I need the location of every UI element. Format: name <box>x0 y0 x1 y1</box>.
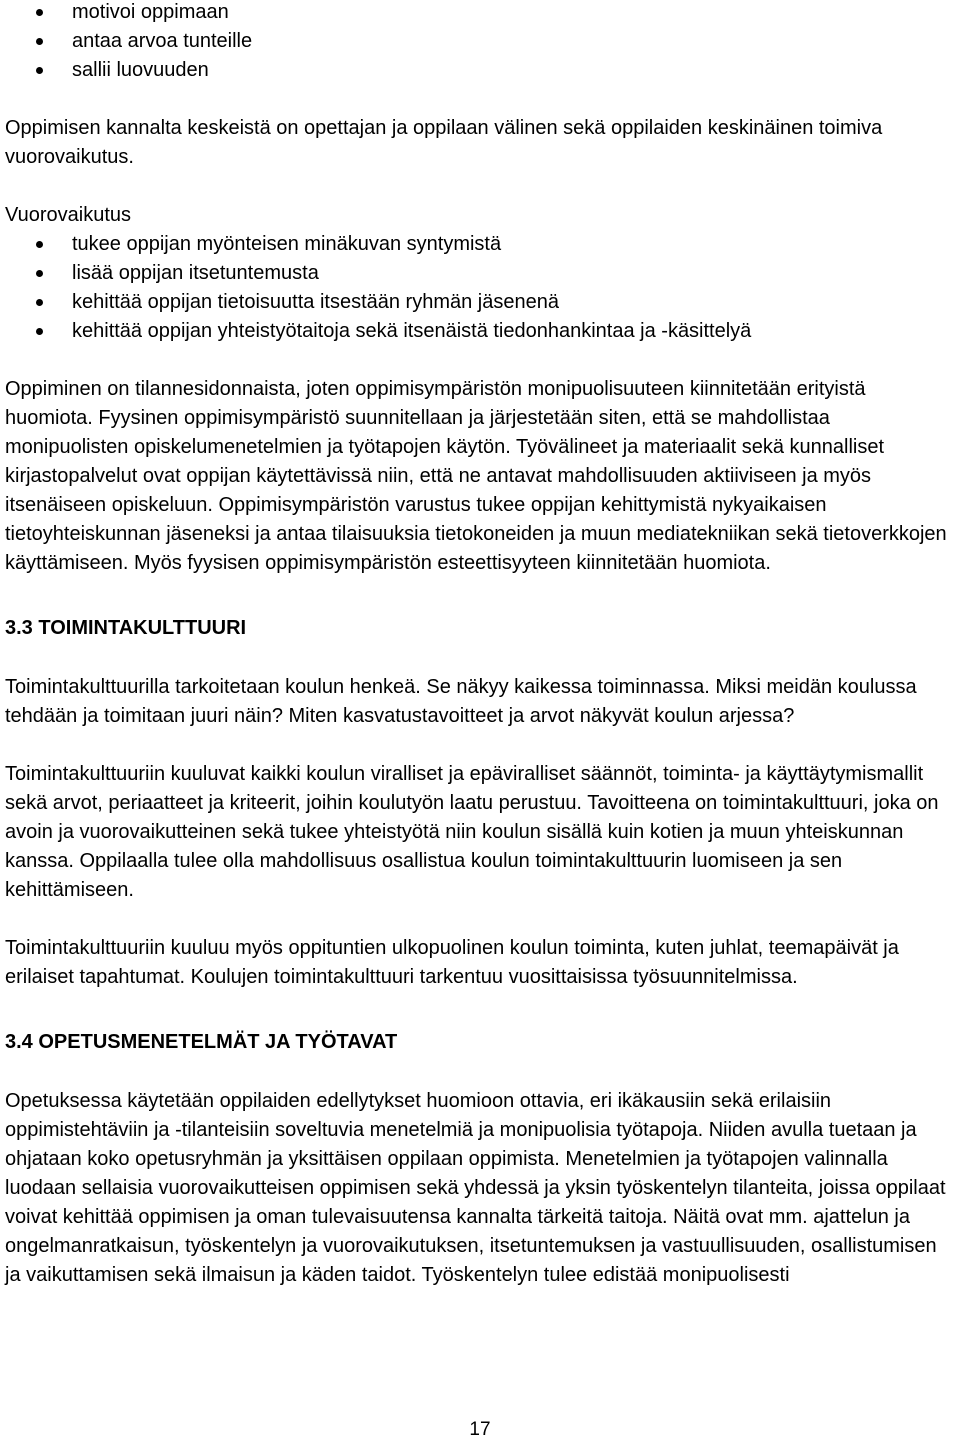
bullet-icon <box>36 270 43 277</box>
paragraph-culture-rules: Toimintakulttuuriin kuuluvat kaikki koulun viralliset ja epäviralliset säännöt, toiminta- ja käyttäytymismallit sekä arvot, periaatteet ja kriteerit, joihin koulutyön laatu perustuu. Tavoitteena on toimintakulttuuri, joka on avoin ja vuorovaikutteinen sekä tukee yhteistyötä niin koulun sisällä kuin kotien ja muun yhteiskunnan kanssa. Oppilaalla tulee olla mahdollisuus osallistua koulun toimintakulttuurin luomiseen ja sen kehittämiseen. <box>5 763 939 901</box>
paragraph-methods: Opetuksessa käytetään oppilaiden edellytykset huomioon ottavia, eri ikäkausiin sekä erilaisiin oppimistehtäviin ja -tilanteisiin soveltuvia menetelmiä ja monipuolisia työtapoja. Niiden avulla tuetaan ja ohjataan koko opetusryhmän ja yksittäisen oppilaan oppimista. Menetelmien ja työtapojen valinnalla luodaan sellaisia vuorovaikutteisen oppimisen sekä yhdessä ja yksin työskentelyn tilanteita, joissa oppilaat voivat kehittää oppimisen ja oman tulevaisuutensa kannalta tärkeitä taitoja. Näitä ovat mm. ajattelun ja ongelmanratkaisun, työskentelyn ja vuorovaikutuksen, itsetuntemuksen ja vastuullisuuden, osallistumisen ja vaikuttamisen sekä ilmaisun ja käden taidot. Työskentelyn tulee edistää monipuolisesti <box>5 1090 946 1286</box>
list-item <box>5 259 955 288</box>
section-heading-3-3: 3.3 TOIMINTAKULTTUURI <box>5 617 247 639</box>
list-item-text: motivoi oppimaan <box>72 1 229 23</box>
bullet-icon <box>36 9 43 16</box>
list-item-text: kehittää oppijan yhteistyötaitoja sekä itsenäistä tiedonhankintaa ja -käsittelyä <box>72 320 752 342</box>
page-number: 17 <box>469 1419 491 1440</box>
bullet-icon <box>36 241 43 248</box>
bullet-list-qualities <box>5 0 955 85</box>
list-item <box>5 56 955 85</box>
list-item <box>5 288 955 317</box>
paragraph-learning-environment: Oppiminen on tilannesidonnaista, joten oppimisympäristön monipuolisuuteen kiinnitetään erityistä huomiota. Fyysinen oppimisympäristö suunnitellaan ja järjestetään siten, että se mahdollistaa monipuolisten opiskelumenetelmien ja työtapojen käytön. Työvälineet ja materiaalit sekä kunnalliset kirjastopalvelut ovat oppijan käytettävissä niin, että ne antavat mahdollisuuden aktiiviseen ja myös itsenäiseen opiskeluun. Oppimisympäristön varustus tukee oppijan kehittymistä nykyaikaisen tietoyhteiskunnan jäseneksi ja antaa tilaisuuksia tietokoneiden ja muun mediatekniikan sekä tietoverkkojen käyttämiseen. Myös fyysisen oppimisympäristön esteettisyyteen kiinnitetään huomiota. <box>5 378 947 574</box>
bullet-icon <box>36 328 43 335</box>
paragraph-interaction-importance: Oppimisen kannalta keskeistä on opettajan ja oppilaan välinen sekä oppilaiden keskinäinen toimiva vuorovaikutus. <box>5 117 883 168</box>
bullet-icon <box>36 67 43 74</box>
list-item-text: tukee oppijan myönteisen minäkuvan syntymistä <box>72 233 502 255</box>
list-item-text: lisää oppijan itsetuntemusta <box>72 262 319 284</box>
list-item <box>5 317 955 346</box>
list-item-text: antaa arvoa tunteille <box>72 30 253 52</box>
paragraph-culture-events: Toimintakulttuuriin kuuluu myös oppituntien ulkopuolinen koulun toiminta, kuten juhlat, teemapäivät ja erilaiset tapahtumat. Koulujen toimintakulttuuri tarkentuu vuosittaisissa työsuunnitelmissa. <box>5 937 899 988</box>
section-heading-3-4: 3.4 OPETUSMENETELMÄT JA TYÖTAVAT <box>5 1031 398 1053</box>
list-item <box>5 27 955 56</box>
list-item-text: sallii luovuuden <box>72 59 209 81</box>
vuorovaikutus-label: Vuorovaikutus <box>5 204 131 226</box>
document-page <box>5 0 955 1290</box>
bullet-icon <box>36 38 43 45</box>
list-item <box>5 0 955 27</box>
list-item-text: kehittää oppijan tietoisuutta itsestään ryhmän jäsenenä <box>72 291 559 313</box>
bullet-list-interaction <box>5 230 955 346</box>
paragraph-culture-intro: Toimintakulttuurilla tarkoitetaan koulun henkeä. Se näkyy kaikessa toiminnassa. Miksi meidän koulussa tehdään ja toimitaan juuri näin? Miten kasvatustavoitteet ja arvot näkyvät koulun arjessa? <box>5 676 917 727</box>
bullet-icon <box>36 299 43 306</box>
list-item <box>5 230 955 259</box>
